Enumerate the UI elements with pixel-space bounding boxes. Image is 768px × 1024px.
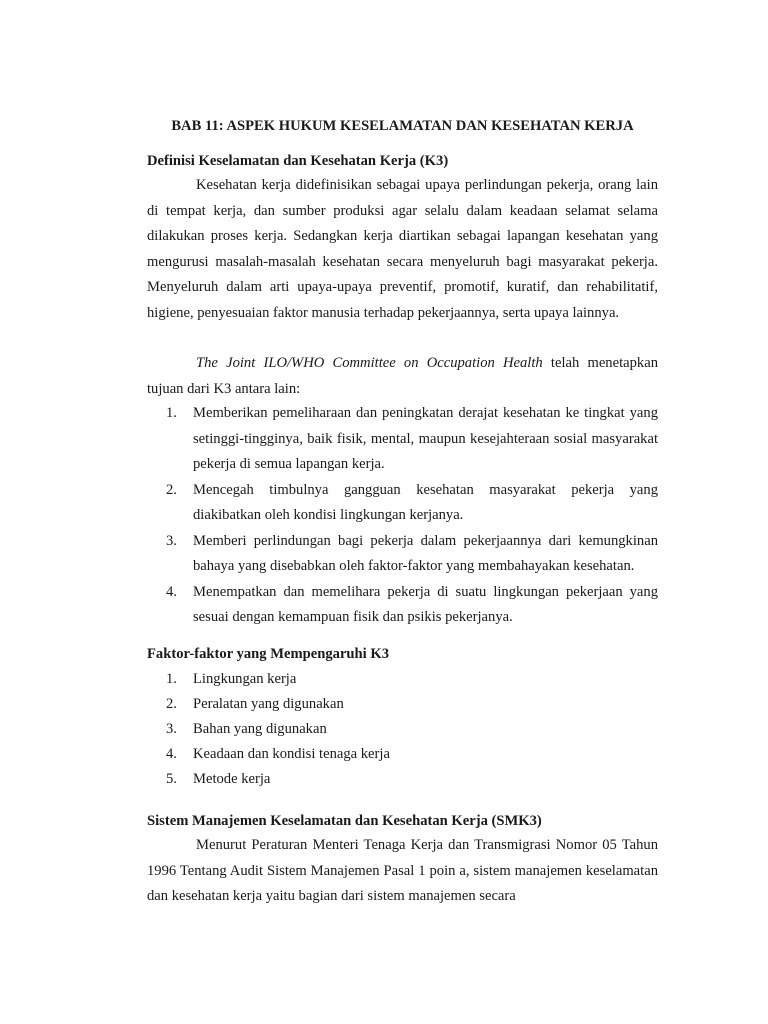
document-page [147, 0, 658, 1024]
k3-goals-list [147, 401, 658, 631]
chapter-title: BAB 11: ASPEK HUKUM KESELAMATAN DAN KESEHATAN KERJA [171, 118, 634, 134]
list-item-number: 3. [166, 721, 177, 737]
list-item-text: Metode kerja [193, 771, 271, 787]
list-item-text: Peralatan yang digunakan [193, 696, 344, 712]
k3-definition-paragraph: Kesehatan kerja didefinisikan sebagai upaya perlindungan pekerja, orang lain di tempat kerja, dan sumber produksi agar selalu dalam keadaan selamat selama dilakukan proses kerja. Sedangkan kerja diartikan sebagai lapangan kesehatan yang mengurusi masalah-masalah kesehatan secara menyeluruh bagi masyarakat pekerja. Menyeluruh dalam arti upaya-upaya preventif, promotif, kuratif, dan rehabilitatif, higiene, penyesuaian faktor manusia terhadap pekerjaannya, serta upaya lainnya. [147, 177, 658, 321]
list-item-number: 2. [166, 696, 177, 712]
section-heading-smk3: Sistem Manajemen Keselamatan dan Kesehatan Kerja (SMK3) [147, 813, 542, 829]
list-item [147, 478, 658, 529]
list-item-number: 4. [166, 746, 177, 762]
list-item-number: 1. [166, 671, 177, 687]
section-heading-k3-factors: Faktor-faktor yang Mempengaruhi K3 [147, 646, 390, 662]
section-heading-k3-definition: Definisi Keselamatan dan Kesehatan Kerja (K3) [147, 153, 449, 169]
list-item [147, 667, 658, 692]
list-item-text: Memberikan pemeliharaan dan peningkatan derajat kesehatan ke tingkat yang setinggi-tingginya, baik fisik, mental, maupun kesejahteraan sosial masyarakat pekerja di semua lapangan kerja. [193, 405, 658, 472]
list-item [147, 767, 658, 792]
list-item-number: 2. [166, 481, 177, 498]
list-item-text: Bahan yang digunakan [193, 721, 327, 737]
list-item [147, 692, 658, 717]
list-item-text: Lingkungan kerja [193, 671, 297, 687]
list-item-text: Menempatkan dan memelihara pekerja di suatu lingkungan pekerjaan yang sesuai dengan kemampuan fisik dan psikis pekerjanya. [193, 583, 658, 625]
k3-factors-list [147, 667, 658, 792]
ilo-who-paragraph-text: telah menetapkan tujuan dari K3 antara lain: [147, 355, 658, 397]
list-item [147, 529, 658, 580]
list-item-text: Keadaan dan kondisi tenaga kerja [193, 746, 390, 762]
ilo-who-committee-name: The Joint ILO/WHO Committee on Occupation Health [196, 355, 543, 371]
list-item [147, 580, 658, 631]
list-item-number: 5. [166, 771, 177, 787]
list-item-text: Memberi perlindungan bagi pekerja dalam pekerjaannya dari kemungkinan bahaya yang disebabkan oleh faktor-faktor yang membahayakan kesehatan. [193, 532, 658, 574]
list-item [147, 717, 658, 742]
list-item-number: 1. [166, 405, 177, 421]
list-item [147, 401, 658, 478]
list-item-number: 4. [166, 583, 177, 600]
smk3-paragraph: Menurut Peraturan Menteri Tenaga Kerja dan Transmigrasi Nomor 05 Tahun 1996 Tentang Audit Sistem Manajemen Pasal 1 poin a, sistem manajemen keselamatan dan kesehatan kerja yaitu bagian dari sistem manajemen secara [147, 837, 658, 904]
ilo-who-paragraph [147, 351, 658, 402]
list-item [147, 742, 658, 767]
list-item-number: 3. [166, 532, 177, 549]
list-item-text: Mencegah timbulnya gangguan kesehatan masyarakat pekerja yang diakibatkan oleh kondisi lingkungan kerjanya. [193, 481, 658, 523]
